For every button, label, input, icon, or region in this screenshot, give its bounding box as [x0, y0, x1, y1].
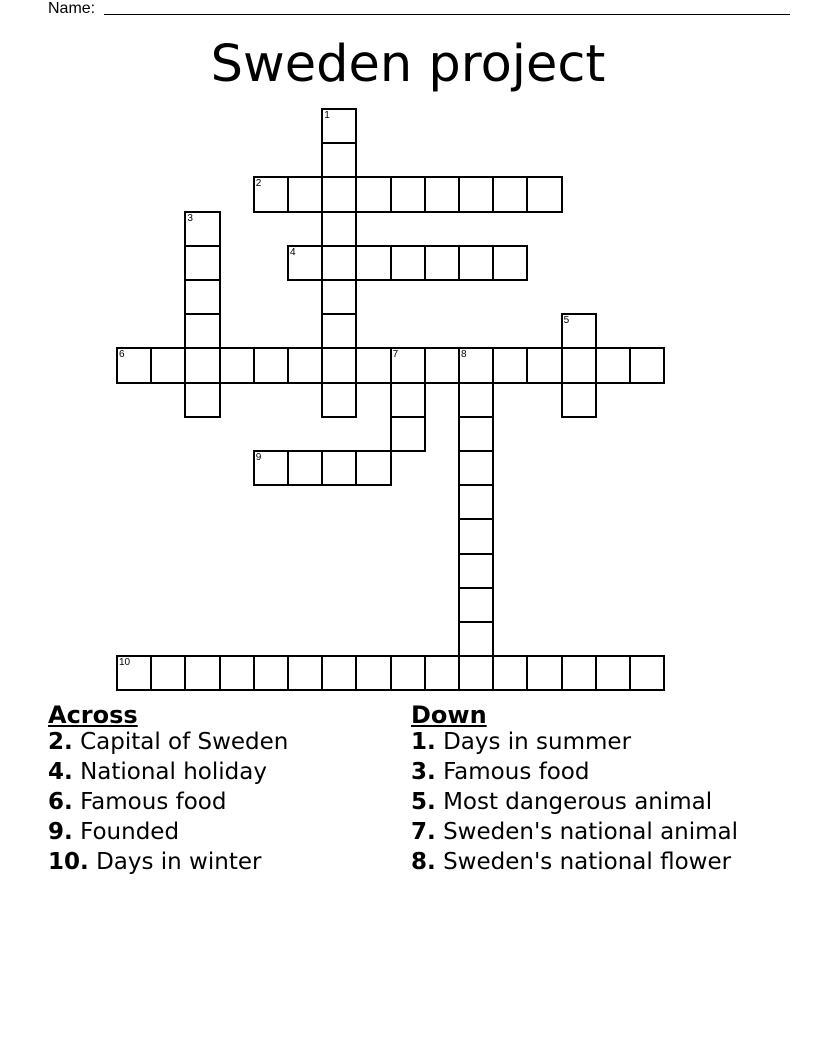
across-clues [48, 700, 378, 880]
crossword-cell[interactable] [321, 382, 357, 418]
cell-number: 6 [119, 349, 125, 361]
clue-text: Days in winter [96, 849, 262, 875]
crossword-cell[interactable] [150, 655, 186, 691]
crossword-cell[interactable] [458, 416, 494, 452]
crossword-cell[interactable] [116, 655, 152, 691]
cell-number: 10 [119, 657, 131, 669]
crossword-cell[interactable] [526, 176, 562, 212]
crossword-cell[interactable] [321, 450, 357, 486]
crossword-cell[interactable] [458, 245, 494, 281]
clue-number: 1. [411, 729, 436, 755]
name-label: Name: [48, 0, 96, 17]
crossword-cell[interactable] [321, 347, 357, 383]
crossword-cell[interactable] [424, 655, 460, 691]
crossword-cell[interactable] [390, 176, 426, 212]
clue-text: Famous food [80, 789, 227, 815]
crossword-cell[interactable] [184, 211, 220, 247]
clue-across-4 [48, 760, 378, 785]
crossword-cell[interactable] [492, 245, 528, 281]
crossword-cell[interactable] [287, 347, 323, 383]
crossword-cell[interactable] [287, 655, 323, 691]
down-heading: Down [411, 701, 487, 729]
crossword-cell[interactable] [526, 347, 562, 383]
crossword-cell[interactable] [390, 245, 426, 281]
crossword-cell[interactable] [561, 347, 597, 383]
clue-down-1 [411, 730, 741, 755]
crossword-cell[interactable] [458, 518, 494, 554]
crossword-cell[interactable] [184, 313, 220, 349]
clue-across-6 [48, 790, 378, 815]
crossword-cell[interactable] [287, 245, 323, 281]
clue-across-9 [48, 820, 378, 845]
clue-text: Most dangerous animal [443, 789, 713, 815]
cell-number: 9 [255, 452, 262, 463]
crossword-cell[interactable] [321, 142, 357, 178]
clue-text: Sweden's national flower [443, 849, 732, 875]
crossword-cell[interactable] [390, 416, 426, 452]
clue-down-8 [411, 850, 741, 875]
crossword-cell[interactable] [184, 279, 220, 315]
crossword-cell[interactable] [321, 279, 357, 315]
crossword-cell[interactable] [561, 655, 597, 691]
clue-number: 4. [48, 759, 73, 785]
crossword-cell[interactable] [355, 347, 391, 383]
cell-number: 5 [563, 315, 570, 327]
across-heading: Across [48, 701, 138, 729]
crossword-cell[interactable] [458, 553, 494, 589]
crossword-cell[interactable] [390, 655, 426, 691]
crossword-cell[interactable] [355, 655, 391, 691]
crossword-cell[interactable] [424, 176, 460, 212]
crossword-cell[interactable] [253, 655, 289, 691]
crossword-cell[interactable] [629, 655, 665, 691]
crossword-cell[interactable] [458, 587, 494, 623]
clue-down-7 [411, 820, 741, 845]
crossword-cell[interactable] [116, 347, 152, 383]
crossword-cell[interactable] [355, 245, 391, 281]
crossword-cell[interactable] [321, 655, 357, 691]
crossword-cell[interactable] [355, 450, 391, 486]
crossword-cell[interactable] [321, 211, 357, 247]
clue-across-10 [48, 850, 378, 875]
clue-number: 6. [48, 789, 73, 815]
crossword-cell[interactable] [458, 176, 494, 212]
crossword-cell[interactable] [253, 450, 289, 486]
crossword-cell[interactable] [424, 347, 460, 383]
cell-number: 2 [255, 178, 262, 190]
cell-number: 1 [324, 110, 330, 121]
crossword-cell[interactable] [492, 655, 528, 691]
clue-number: 10. [48, 849, 89, 875]
clue-text: Famous food [443, 759, 590, 785]
crossword-cell[interactable] [253, 176, 289, 212]
clue-text: National holiday [80, 759, 267, 785]
crossword-cell[interactable] [561, 382, 597, 418]
clue-across-2 [48, 730, 378, 755]
crossword-cell[interactable] [321, 176, 357, 212]
clue-down-3 [411, 760, 741, 785]
clue-text: Founded [80, 819, 180, 845]
crossword-cell[interactable] [492, 176, 528, 212]
clue-number: 9. [48, 819, 73, 845]
crossword-cell[interactable] [184, 347, 220, 383]
crossword-cell[interactable] [219, 655, 255, 691]
clue-number: 7. [411, 819, 436, 845]
clue-number: 3. [411, 759, 436, 785]
clue-number: 5. [411, 789, 436, 815]
clue-text: Days in summer [443, 729, 632, 755]
cell-number: 7 [392, 349, 399, 361]
crossword-cell[interactable] [287, 176, 323, 212]
crossword-cell[interactable] [458, 655, 494, 691]
crossword-cell[interactable] [287, 450, 323, 486]
down-clues [411, 700, 741, 880]
clue-text: Sweden's national animal [443, 819, 739, 845]
crossword-cell[interactable] [321, 245, 357, 281]
clue-number: 2. [48, 729, 73, 755]
crossword-cell[interactable] [595, 655, 631, 691]
cell-number: 4 [290, 246, 296, 258]
crossword-cell[interactable] [184, 382, 220, 418]
crossword-cell[interactable] [458, 484, 494, 520]
clue-down-5 [411, 790, 741, 815]
crossword-cell[interactable] [561, 313, 597, 349]
clue-number: 8. [411, 849, 436, 875]
crossword-cell[interactable] [458, 621, 494, 657]
crossword-cell[interactable] [526, 655, 562, 691]
crossword-cell[interactable] [321, 313, 357, 349]
crossword-cell[interactable] [458, 450, 494, 486]
crossword-cell[interactable] [458, 382, 494, 418]
crossword-cell[interactable] [492, 347, 528, 383]
crossword-cell[interactable] [184, 245, 220, 281]
crossword-cell[interactable] [390, 382, 426, 418]
crossword-cell[interactable] [184, 655, 220, 691]
crossword-cell[interactable] [321, 108, 357, 144]
page-title: Sweden project [210, 35, 606, 94]
crossword-cell[interactable] [219, 347, 255, 383]
cell-number: 8 [461, 349, 467, 361]
crossword-cell[interactable] [424, 245, 460, 281]
cell-number: 3 [187, 212, 193, 224]
crossword-cell[interactable] [390, 347, 426, 383]
crossword-cell[interactable] [150, 347, 186, 383]
crossword-cell[interactable] [629, 347, 665, 383]
clue-text: Capital of Sweden [80, 729, 289, 755]
crossword-cell[interactable] [253, 347, 289, 383]
crossword-cell[interactable] [458, 347, 494, 383]
crossword-cell[interactable] [595, 347, 631, 383]
crossword-cell[interactable] [355, 176, 391, 212]
